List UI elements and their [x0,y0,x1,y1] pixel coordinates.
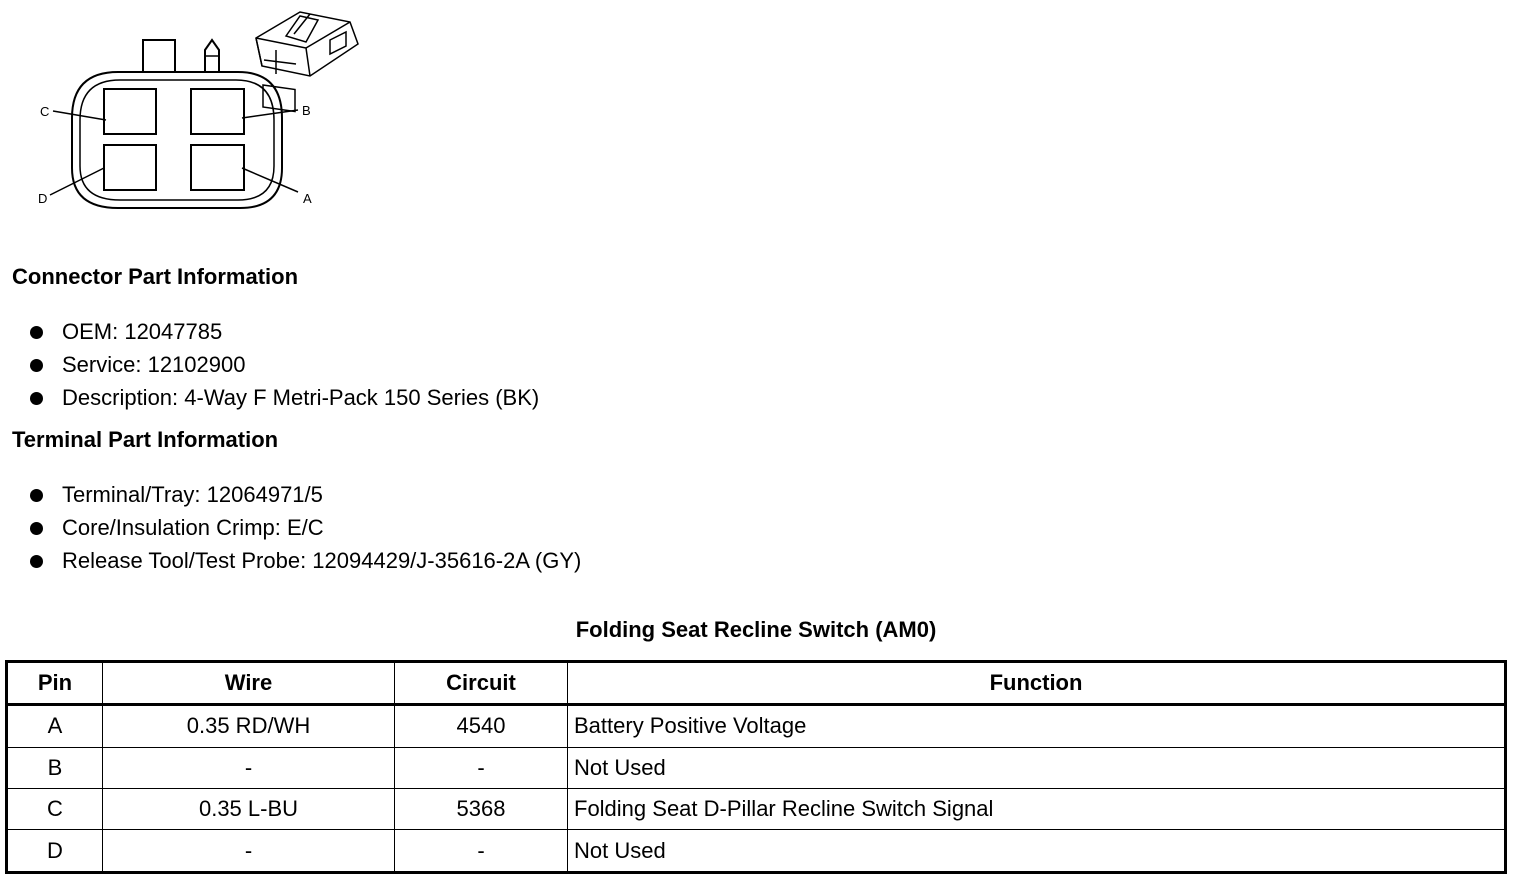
terminal-part-info-heading: Terminal Part Information [12,427,279,452]
list-item-text: Core/Insulation Crimp: E/C [62,515,324,540]
pinout-table [5,660,1507,874]
connector-part-info-list [30,317,539,416]
cell-circuit: 5368 [395,788,568,829]
cell-wire: - [103,830,395,873]
column-header-circuit: Circuit [395,662,568,705]
cell-function: Folding Seat D-Pillar Recline Switch Signal [568,788,1506,829]
connector-part-info-heading: Connector Part Information [12,264,299,289]
cell-pin: B [7,747,103,788]
list-item-text: Release Tool/Test Probe: 12094429/J-35616-2A (GY) [62,548,582,573]
pin-label-c: C [40,104,50,119]
connector-face-drawing [0,0,380,230]
list-item [30,513,581,546]
cell-circuit: 4540 [395,705,568,748]
cell-function: Battery Positive Voltage [568,705,1506,748]
cell-wire: - [103,747,395,788]
list-item-text: OEM: 12047785 [62,319,223,344]
cell-function: Not Used [568,747,1506,788]
cell-pin: A [7,705,103,748]
table-row [7,747,1506,788]
connector-latch [143,40,175,74]
cell-function: Not Used [568,830,1506,873]
pin-label-b: B [302,103,311,118]
table-header-row [7,662,1506,705]
bullet-icon [30,359,43,372]
table-row [7,788,1506,829]
bullet-icon [30,522,43,535]
cell-pin: C [7,788,103,829]
table-row [7,830,1506,873]
cavity-a [191,145,244,190]
pin-label-a: A [303,191,312,206]
connector-key [205,40,219,74]
column-header-wire: Wire [103,662,395,705]
list-item-text: Service: 12102900 [62,352,246,377]
list-item [30,350,539,383]
cavity-b [191,89,244,134]
bullet-icon [30,489,43,502]
terminal-part-info-list [30,480,581,579]
list-item-text: Description: 4-Way F Metri-Pack 150 Series (BK) [62,385,540,410]
list-item-text: Terminal/Tray: 12064971/5 [62,482,323,507]
column-header-function: Function [568,662,1506,705]
cell-circuit: - [395,830,568,873]
table-title: Folding Seat Recline Switch (AM0) [575,617,937,642]
list-item [30,546,581,579]
cavity-d [104,145,156,190]
column-header-pin: Pin [7,662,103,705]
bullet-icon [30,392,43,405]
cell-wire: 0.35 L-BU [103,788,395,829]
table-row [7,705,1506,748]
list-item [30,480,581,513]
cell-wire: 0.35 RD/WH [103,705,395,748]
cell-circuit: - [395,747,568,788]
list-item [30,383,539,416]
list-item [30,317,539,350]
connector-diagram [0,0,380,230]
bullet-icon [30,326,43,339]
cavity-c [104,89,156,134]
pin-label-d: D [38,191,48,206]
cell-pin: D [7,830,103,873]
bullet-icon [30,555,43,568]
